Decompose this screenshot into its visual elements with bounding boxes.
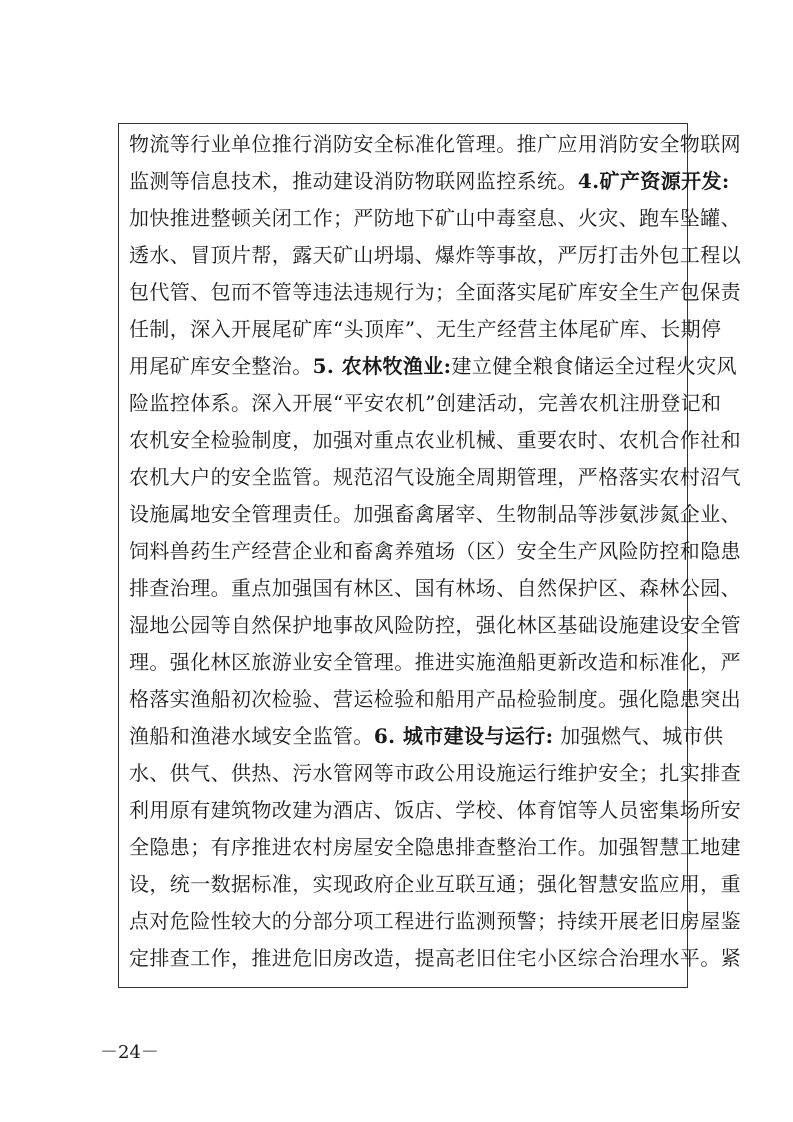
text-line: 监测等信息技术，推动建设消防物联网监控系统。4.矿产资源开发: [129,169,730,193]
text-line: 排查治理。重点加强国有林区、国有林场、自然保护区、森林公园、 [129,576,741,600]
text-line: 格落实渔船初次检验、营运检验和船用产品检验制度。强化隐患突出 [129,687,741,711]
text-line: 利用原有建筑物改建为酒店、饭店、学校、体育馆等人员密集场所安 [129,798,741,822]
text-line: 全隐患；有序推进农村房屋安全隐患排查整治工作。加强智慧工地建 [129,835,741,859]
text-line: 用尾矿库安全整治。5. 农林牧渔业:建立健全粮食储运全过程火灾风 [129,354,738,378]
section-heading: 5. 农林牧渔业: [312,354,452,378]
text-line: 设，统一数据标准，实现政府企业互联互通；强化智慧安监应用，重 [129,872,741,896]
text-line: 湿地公园等自然保护地事故风险防控，强化林区基础设施建设安全管 [129,613,741,637]
text-line: 点对危险性较大的分部分项工程进行监测预警；持续开展老旧房屋鉴 [129,909,741,933]
content-box [118,123,741,988]
text-line: 农机安全检验制度，加强对重点农业机械、重要农时、农机合作社和 [129,428,741,452]
text-line: 农机大户的安全监管。规范沼气设施全周期管理，严格落实农村沼气 [129,465,741,489]
section-heading: 4.矿产资源开发: [577,169,730,193]
text-line: 水、供气、供热、污水管网等市政公用设施运行维护安全；扎实排查 [129,761,741,785]
text-line: 物流等行业单位推行消防安全标准化管理。推广应用消防安全物联网 [129,132,741,156]
page-number: －24－ [100,1042,159,1063]
text-line: 任制，深入开展尾矿库“头顶库”、无生产经营主体尾矿库、长期停 [129,317,722,341]
text-line: 险监控体系。深入开展“平安农机”创建活动，完善农机注册登记和 [129,391,722,415]
text-line: 饲料兽药生产经营企业和畜禽养殖场（区）安全生产风险防控和隐患 [129,539,741,563]
text-line: 设施属地安全管理责任。加强畜禽屠宰、生物制品等涉氨涉氮企业、 [129,502,741,526]
text-line: 渔船和渔港水域安全监管。6. 城市建设与运行: 加强燃气、城市供 [129,724,724,748]
text-line: 理。强化林区旅游业安全管理。推进实施渔船更新改造和标准化，严 [129,650,741,674]
text-line: 包代管、包而不管等违法违规行为；全面落实尾矿库安全生产包保责 [129,280,741,304]
section-heading: 6. 城市建设与运行: [373,724,554,748]
text-line: 加快推进整顿关闭工作；严防地下矿山中毒窒息、火灾、跑车坠罐、 [129,206,741,230]
text-line: 定排查工作，推进危旧房改造，提高老旧住宅小区综合治理水平。紧 [129,946,741,970]
text-line: 透水、冒顶片帮，露天矿山坍塌、爆炸等事故，严厉打击外包工程以 [129,243,741,267]
